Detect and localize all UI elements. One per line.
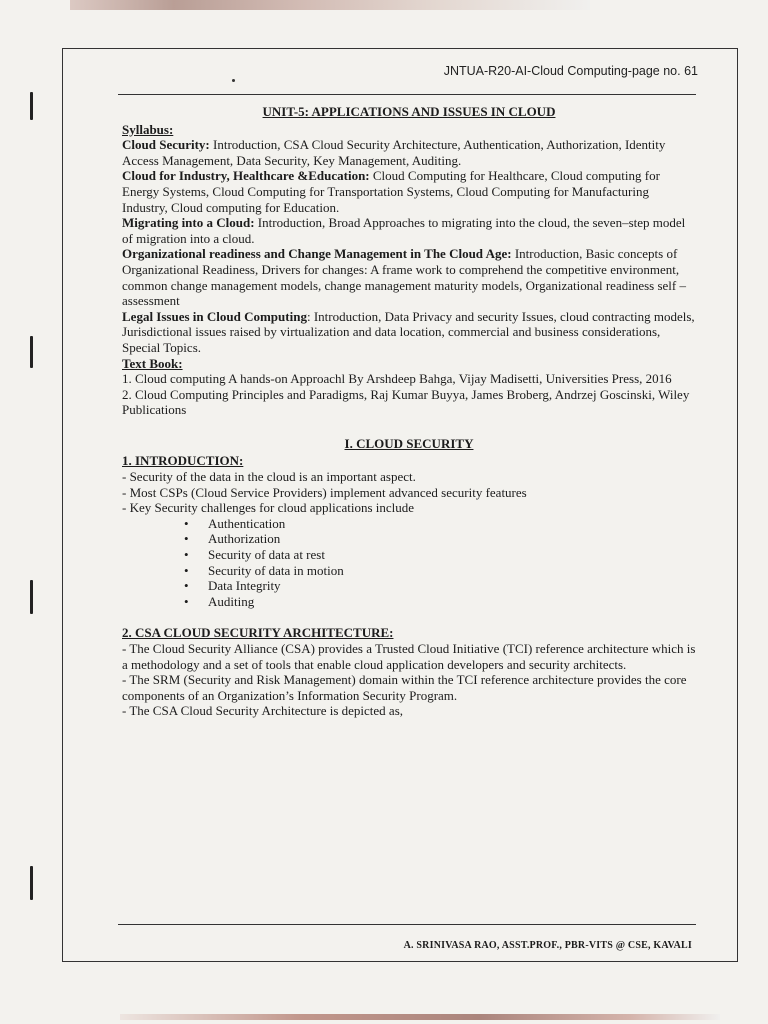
page-bottom-edge [120,1014,720,1020]
list-item: • Security of data at rest [184,547,696,563]
list-item: • Authorization [184,531,696,547]
section-title: I. CLOUD SECURITY [344,435,474,451]
page-content [122,104,696,719]
intro-line: - Security of the data in the cloud is an important aspect. [122,469,416,485]
topic-text: : Introduction, Data Privacy and security Issues, cloud contracting models, Jurisdictional issues raised by virtualization and data location, commercial and business considerations, Special Topics. [122,308,695,355]
list-item: • Data Integrity [184,578,696,594]
syllabus-topic [122,246,696,308]
intro-heading: 1. INTRODUCTION: [122,453,244,469]
text-book-item: 2. Cloud Computing Principles and Paradigms, Raj Kumar Buyya, James Broberg, Andrzej Goscinski, Wiley Publications [122,386,690,418]
topic-heading: Legal Issues in Cloud Computing [122,308,307,324]
topic-text: Introduction, CSA Cloud Security Architecture, Authentication, Authorization, Identity Access Management, Data Security, Key Management, Auditing. [122,137,666,168]
list-item: • Auditing [184,594,696,610]
topic-heading: Cloud for Industry, Healthcare &Education: [122,168,370,184]
punch-mark [30,336,33,368]
unit-title: UNIT-5: APPLICATIONS AND ISSUES IN CLOUD [262,104,556,119]
challenges-list [122,516,696,610]
list-item: • Authentication [184,516,696,532]
syllabus-label: Syllabus: [122,121,174,137]
punch-mark [30,866,33,900]
page-top-edge [70,0,590,10]
text-book-label: Text Book: [122,355,183,371]
csa-line: - The CSA Cloud Security Architecture is depicted as, [122,703,404,719]
punch-mark [30,92,33,120]
punch-mark [30,580,33,614]
csa-line: - The SRM (Security and Risk Management) domain within the TCI reference architecture provides the core components of an Organization’s Information Security Program. [122,672,687,703]
topic-text: Introduction, Broad Approaches to migrating into the cloud, the seven–step model of migration into a cloud. [122,215,686,246]
text-book-item: 1. Cloud computing A hands-on Approachl By Arshdeep Bahga, Vijay Madisetti, Universities Press, 2016 [122,371,672,387]
topic-text: Cloud Computing for Healthcare, Cloud computing for Energy Systems, Cloud Computing for Transportation Systems, Cloud Computing for Manufacturing Industry, Cloud computing for Education. [122,168,660,215]
csa-heading: 2. CSA CLOUD SECURITY ARCHITECTURE: [122,625,394,641]
topic-text: Introduction, Basic concepts of Organizational Readiness, Drivers for changes: A frame work to comprehend the competitive environment, common change management models, change management maturity models, Organizational readiness self – assessment [122,246,686,309]
page-header: JNTUA-R20-AI-Cloud Computing-page no. 61 [443,64,698,78]
intro-line: - Key Security challenges for cloud applications include [122,500,415,516]
page-footer: A. SRINIVASA RAO, ASST.PROF., PBR-VITS @ CSE, KAVALI [403,940,692,951]
topic-heading: Migrating into a Cloud: [122,215,255,231]
topic-heading: Organizational readiness and Change Management in The Cloud Age: [122,246,512,262]
list-item: • Security of data in motion [184,563,696,579]
syllabus-topic [122,215,696,246]
intro-line: - Most CSPs (Cloud Service Providers) implement advanced security features [122,484,527,500]
speck [232,79,235,82]
syllabus-topic [122,137,696,168]
csa-line: - The Cloud Security Alliance (CSA) provides a Trusted Cloud Initiative (TCI) reference architecture which is a methodology and a set of tools that enable cloud application developers and security architects. [122,641,696,672]
syllabus-topic [122,309,696,356]
footer-rule [118,924,696,925]
syllabus-topic [122,168,696,215]
topic-heading: Cloud Security: [122,137,210,153]
header-rule [118,94,696,95]
